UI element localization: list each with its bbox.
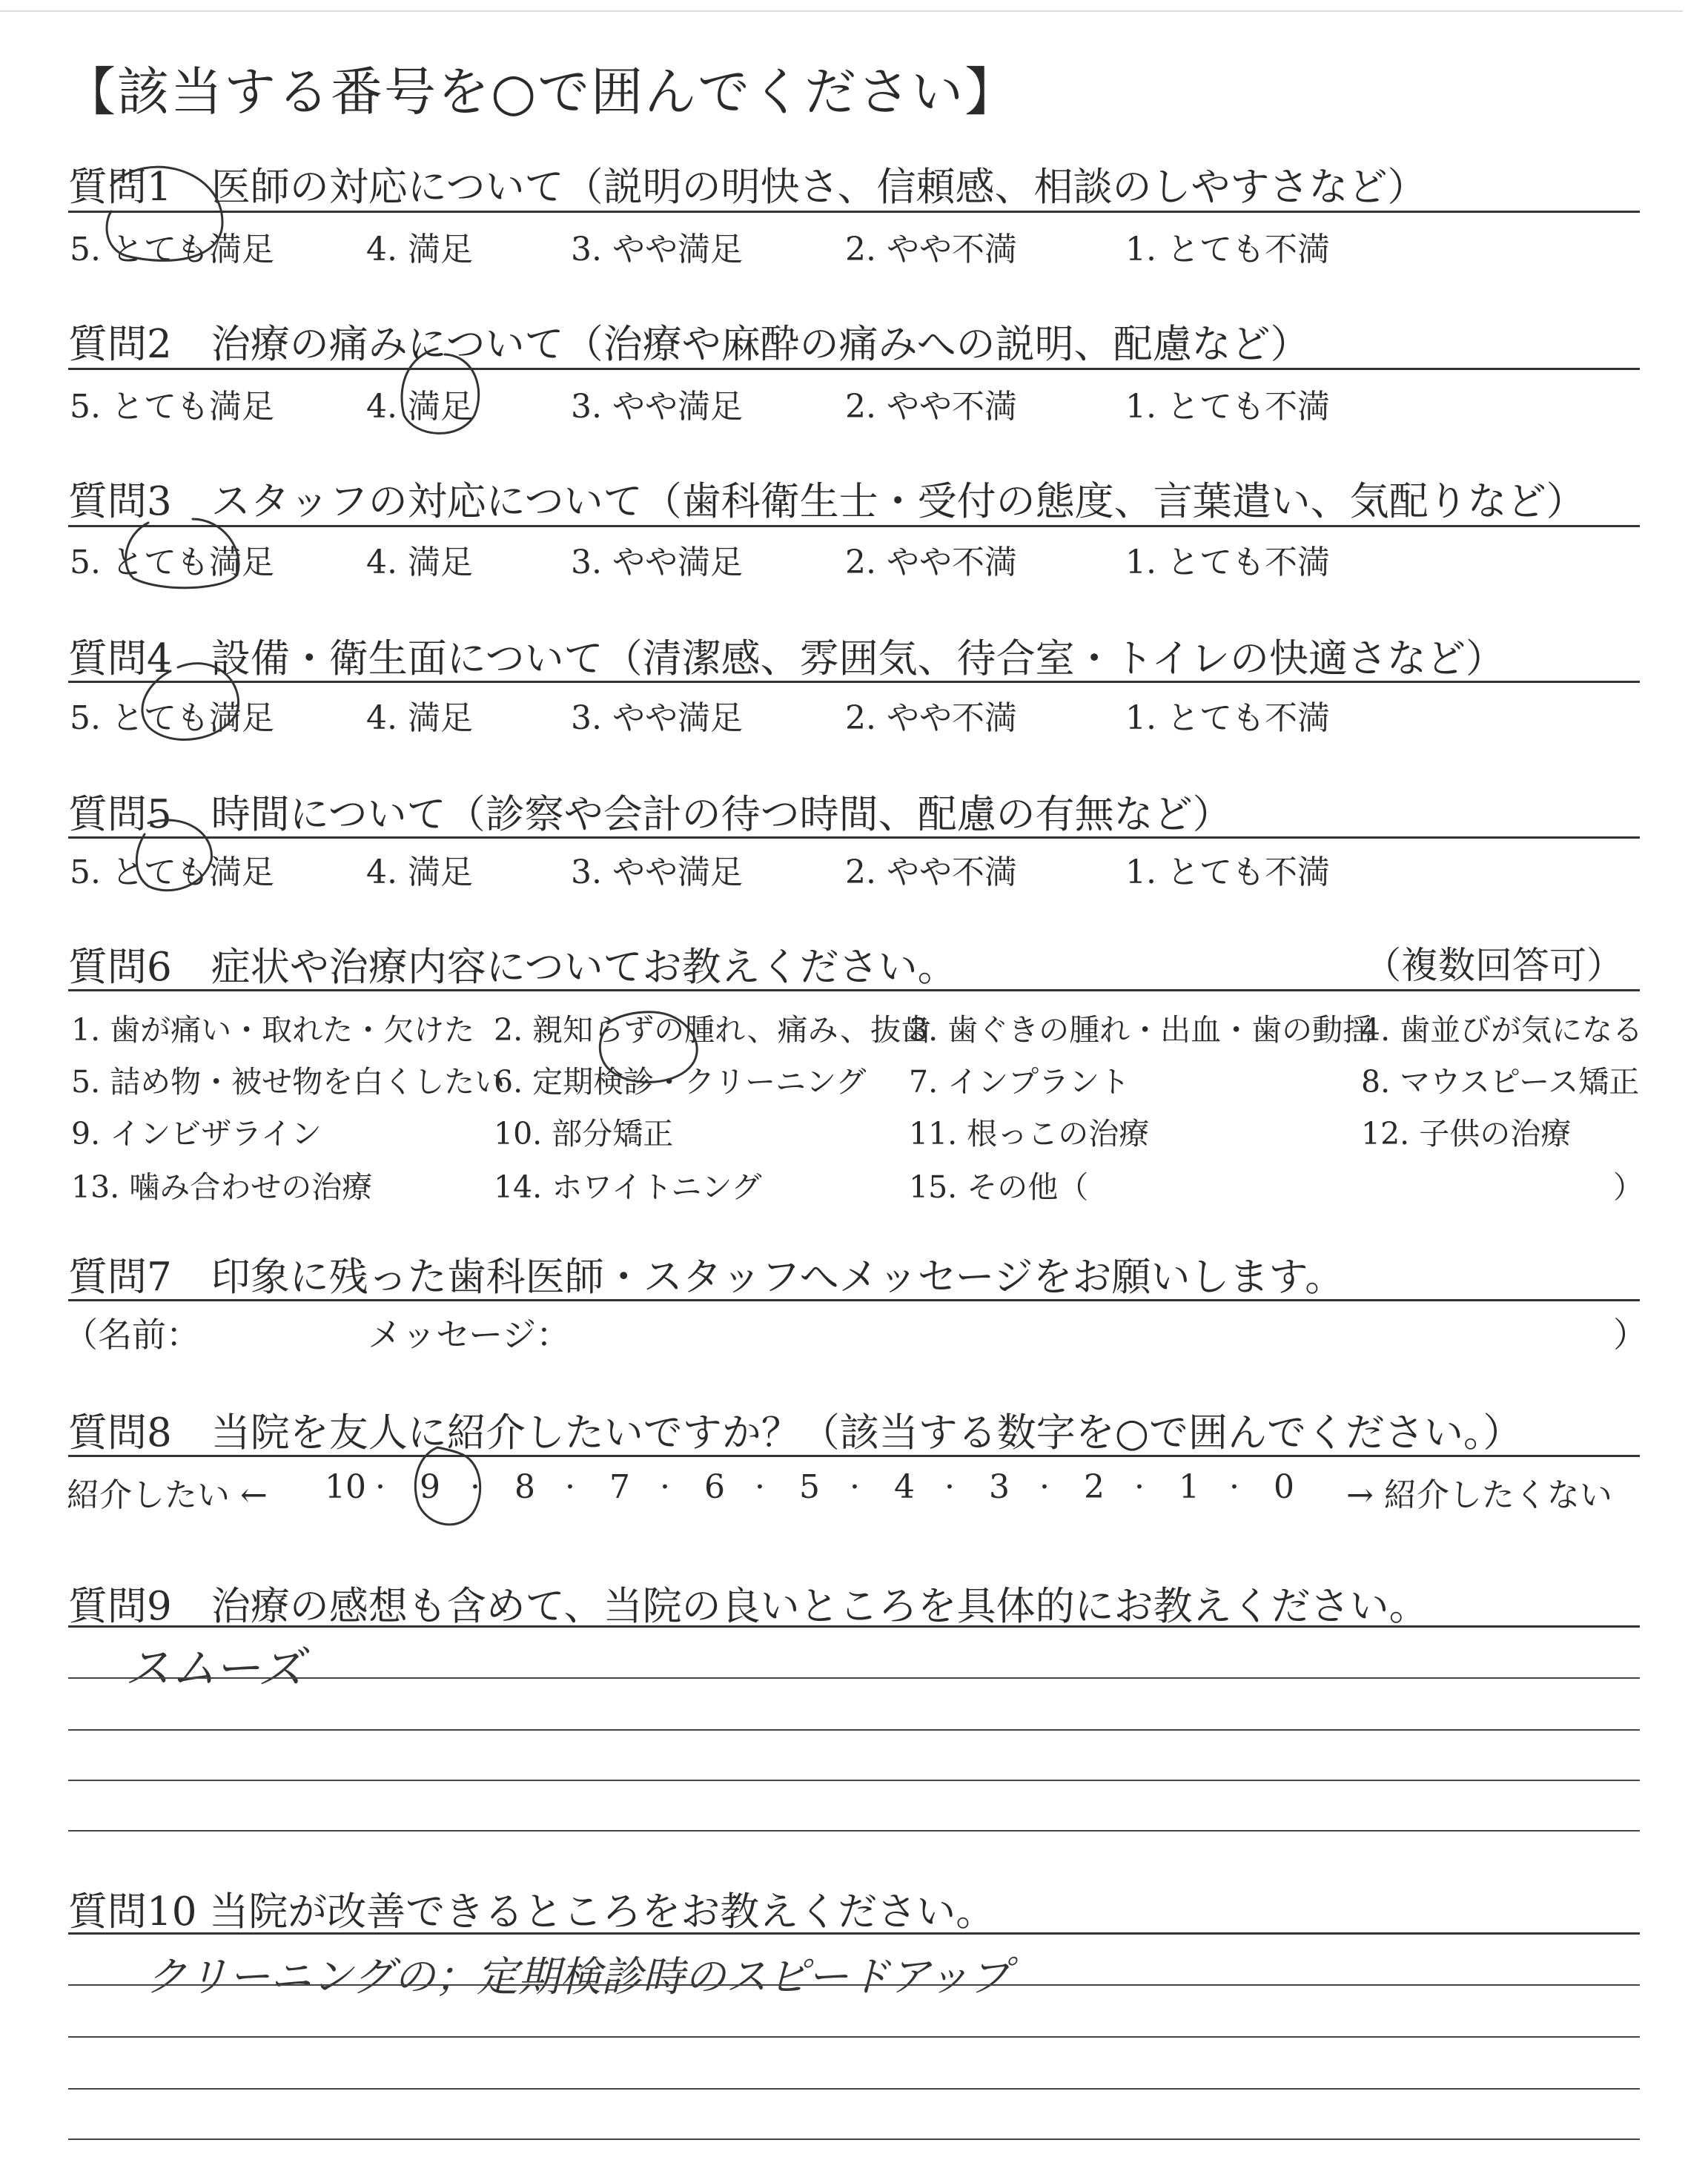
q6-option-7[interactable]: 7. インプラント: [909, 1064, 1131, 1100]
q5-option-4[interactable]: 4. 満足: [366, 853, 473, 891]
q5-option-2[interactable]: 2. やや不満: [845, 853, 1017, 891]
q6-option-12[interactable]: 12. 子供の治療: [1361, 1116, 1572, 1152]
q1-option-3[interactable]: 3. やや満足: [571, 231, 743, 268]
q8-left-label: 紹介したい ←: [67, 1476, 268, 1514]
q4-title: 質問4 設備・衛生面について（清潔感、雰囲気、待合室・トイレの快適さなど）: [68, 636, 1506, 681]
q2-option-1[interactable]: 1. とても不満: [1125, 388, 1330, 426]
q6-option-11[interactable]: 11. 根っこの治療: [909, 1116, 1150, 1152]
q2-title: 質問2 治療の痛みについて（治療や麻酔の痛みへの説明、配慮など）: [68, 322, 1310, 367]
q9-answer-line-1: [68, 1677, 1640, 1679]
q5-option-1[interactable]: 1. とても不満: [1125, 853, 1330, 891]
q6-rule: [68, 989, 1640, 991]
q8-scale-8[interactable]: 8: [514, 1468, 535, 1506]
q6-option-6[interactable]: 6. 定期検診・クリーニング: [494, 1064, 867, 1100]
q2-rule: [68, 368, 1640, 370]
page-header: 【該当する番号を○で囲んでください】: [64, 62, 1019, 122]
q8-scale-7[interactable]: 7: [609, 1468, 630, 1506]
q8-scale-6[interactable]: 6: [704, 1468, 725, 1506]
scan-edge: [0, 10, 1683, 12]
q8-scale-separator: ·: [944, 1468, 955, 1506]
q9-answer-line-2: [68, 1729, 1640, 1731]
q6-option-14[interactable]: 14. ホワイトニング: [494, 1169, 762, 1205]
q1-option-4[interactable]: 4. 満足: [366, 231, 473, 268]
q6-option-15[interactable]: 15. その他（: [909, 1169, 1089, 1205]
q8-scale-3[interactable]: 3: [989, 1468, 1010, 1506]
q10-rule: [68, 1932, 1640, 1935]
q8-right-label: → 紹介したくない: [1346, 1476, 1612, 1514]
q9-title: 質問9 治療の感想も含めて、当院の良いところを具体的にお教えください。: [68, 1584, 1429, 1629]
q10-answer[interactable]: クリーニングの；定期検診時のスピードアップ: [145, 1953, 1011, 2001]
q9-answer[interactable]: スムーズ: [125, 1641, 304, 1695]
q3-option-5[interactable]: 5. とても満足: [70, 544, 274, 581]
q3-option-1[interactable]: 1. とても不満: [1125, 544, 1330, 581]
q9-answer-line-3: [68, 1780, 1640, 1781]
q3-rule: [68, 525, 1640, 527]
q4-option-1[interactable]: 1. とても不満: [1125, 699, 1330, 737]
q7-close-paren: ）: [1613, 1315, 1647, 1355]
q4-option-4[interactable]: 4. 満足: [366, 699, 473, 737]
q1-option-5[interactable]: 5. とても満足: [70, 231, 274, 268]
q10-answer-line-4: [68, 2138, 1640, 2140]
q10-answer-line-3: [68, 2088, 1640, 2090]
q10-answer-line-2: [68, 2036, 1640, 2038]
q6-option-13[interactable]: 13. 噛み合わせの治療: [71, 1169, 373, 1205]
q8-scale-10[interactable]: 10: [325, 1468, 366, 1506]
q8-rule: [68, 1455, 1640, 1457]
q10-title: 質問10 当院が改善できるところをお教えください。: [68, 1889, 996, 1935]
q6-options-grid: [71, 1005, 1644, 1228]
q3-title: 質問3 スタッフの対応について（歯科衛生士・受付の態度、言葉遣い、気配りなど）: [68, 479, 1586, 524]
q8-scale-0[interactable]: 0: [1274, 1468, 1294, 1506]
q9-rule: [68, 1625, 1640, 1628]
q8-scale-separator: ·: [1229, 1468, 1239, 1506]
q8-scale-separator: ·: [850, 1468, 860, 1506]
q6-option-1[interactable]: 1. 歯が痛い・取れた・欠けた: [71, 1012, 475, 1048]
q5-option-5[interactable]: 5. とても満足: [70, 853, 274, 891]
q7-name-label: （名前：: [64, 1315, 200, 1355]
q8-title: 質問8 当院を友人に紹介したいですか？（該当する数字を○で囲んでください。）: [68, 1410, 1523, 1456]
q6-other-close-paren: ）: [1613, 1169, 1644, 1205]
q7-rule: [68, 1299, 1640, 1301]
q4-option-5[interactable]: 5. とても満足: [70, 699, 274, 737]
q8-scale-4[interactable]: 4: [894, 1468, 915, 1506]
q6-title: 質問6 症状や治療内容についてお教えください。: [68, 945, 957, 990]
q6-option-9[interactable]: 9. インビザライン: [71, 1116, 322, 1152]
q8-scale-5[interactable]: 5: [799, 1468, 820, 1506]
q2-option-4[interactable]: 4. 満足: [366, 388, 473, 426]
q6-option-2[interactable]: 2. 親知らずの腫れ、痛み、抜歯: [494, 1012, 932, 1048]
q4-option-3[interactable]: 3. やや満足: [571, 699, 743, 737]
q3-option-2[interactable]: 2. やや不満: [845, 544, 1017, 581]
q8-scale-separator: ·: [660, 1468, 670, 1506]
q8-scale-1[interactable]: 1: [1179, 1468, 1199, 1506]
q6-option-10[interactable]: 10. 部分矯正: [494, 1116, 674, 1152]
q2-option-5[interactable]: 5. とても満足: [70, 388, 274, 426]
q3-option-3[interactable]: 3. やや満足: [571, 544, 743, 581]
q8-scale-9[interactable]: 9: [420, 1468, 440, 1506]
q10-answer-line-1: [68, 1984, 1640, 1986]
q9-answer-line-4: [68, 1830, 1640, 1832]
q8-scale-separator: ·: [1134, 1468, 1145, 1506]
q4-option-2[interactable]: 2. やや不満: [845, 699, 1017, 737]
q1-option-2[interactable]: 2. やや不満: [845, 231, 1017, 268]
q5-option-3[interactable]: 3. やや満足: [571, 853, 743, 891]
q8-scale-separator: ·: [375, 1468, 385, 1506]
q8-scale-separator: ·: [470, 1468, 480, 1506]
q6-option-3[interactable]: 3. 歯ぐきの腫れ・出血・歯の動揺: [909, 1012, 1374, 1048]
q5-title: 質問5 時間について（診察や会計の待つ時間、配慮の有無など）: [68, 792, 1232, 837]
q4-rule: [68, 681, 1640, 683]
q6-option-8[interactable]: 8. マウスピース矯正: [1361, 1064, 1640, 1100]
q7-title: 質問7 印象に残った歯科医師・スタッフへメッセージをお願いします。: [68, 1255, 1345, 1300]
q1-title: 質問1 医師の対応について（説明の明快さ、信頼感、相談のしやすさなど）: [68, 165, 1427, 210]
q2-option-3[interactable]: 3. やや満足: [571, 388, 743, 426]
q5-rule: [68, 836, 1640, 839]
q6-option-5[interactable]: 5. 詰め物・被せ物を白くしたい: [71, 1064, 506, 1100]
q8-scale-2[interactable]: 2: [1084, 1468, 1105, 1506]
q8-scale-separator: ·: [565, 1468, 575, 1506]
q6-option-4[interactable]: 4. 歯並びが気になる: [1361, 1012, 1644, 1048]
q8-scale-separator: ·: [755, 1468, 765, 1506]
q3-option-4[interactable]: 4. 満足: [366, 544, 473, 581]
q1-rule: [68, 211, 1640, 213]
q7-message-label: メッセージ：: [368, 1315, 571, 1355]
q6-multi-answer-note: （複数回答可）: [1364, 944, 1623, 987]
q8-scale-separator: ·: [1039, 1468, 1050, 1506]
q1-option-1[interactable]: 1. とても不満: [1125, 231, 1330, 268]
q2-option-2[interactable]: 2. やや不満: [845, 388, 1017, 426]
